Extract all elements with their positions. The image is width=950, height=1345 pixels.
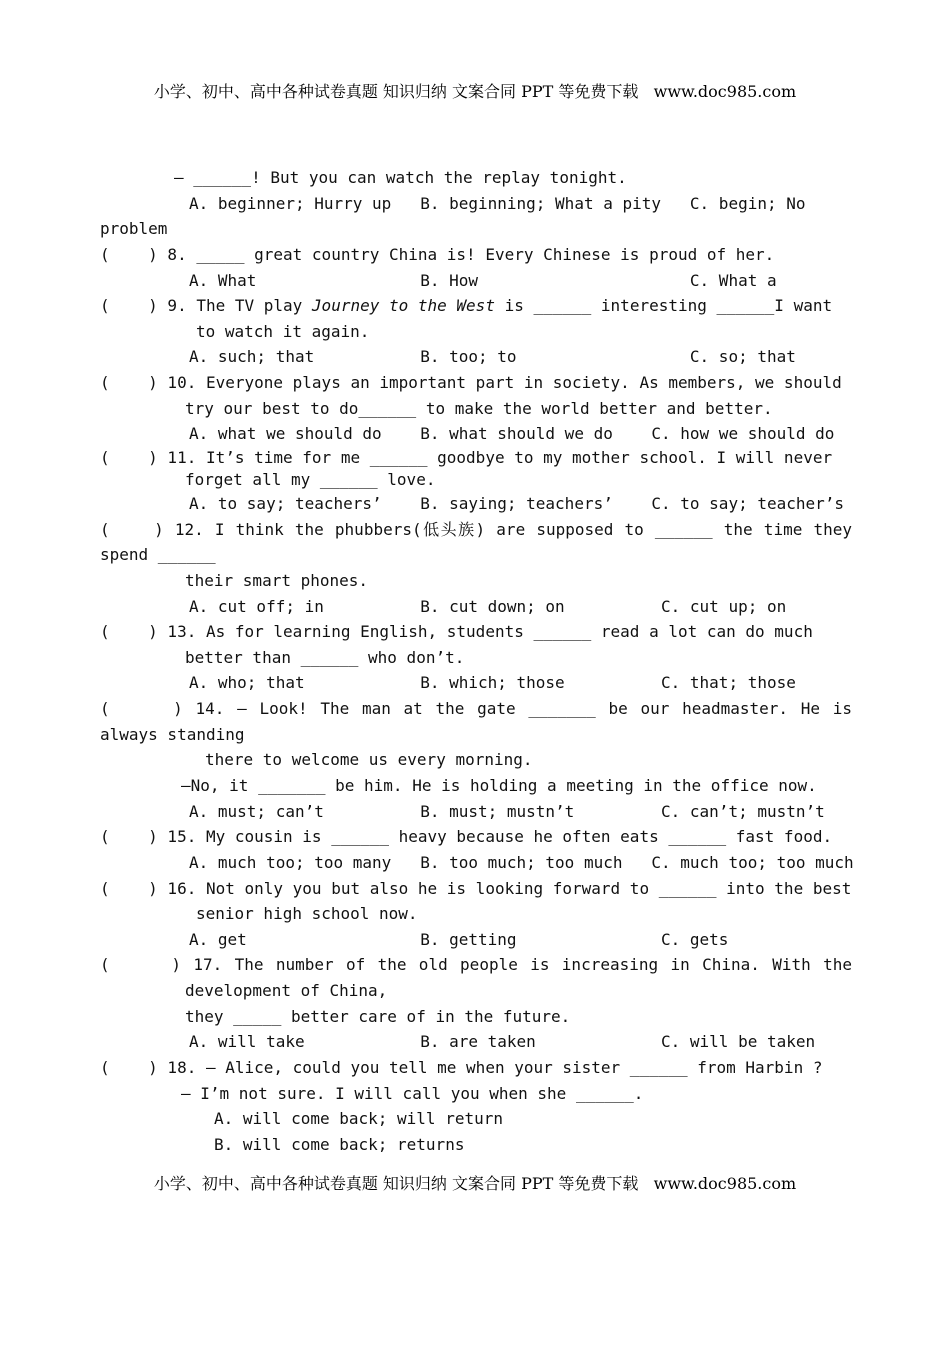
question-14-options: A. must; can’t B. must; mustn’t C. can’t; mustn’t (189, 802, 825, 821)
question-14-stem-cont: always standing (100, 725, 245, 744)
question-13-stem-cont: better than ______ who don’t. (185, 648, 465, 667)
question-10-stem: ( ) 10. Everyone plays an important part in society. As members, we should (100, 373, 842, 392)
question-17-stem: ( ) 17. The number of the old people is increasing in China. With the (100, 955, 852, 974)
question-14-stem-cont2: there to welcome us every morning. (205, 750, 533, 769)
question-12-stem-cont: spend ______ (100, 545, 216, 564)
question-16-options: A. get B. getting C. gets (189, 930, 729, 949)
question-7-options: A. beginner; Hurry up B. beginning; What a pity C. begin; No (189, 194, 806, 213)
question-18-option-b: B. will come back; returns (214, 1135, 465, 1154)
question-12-stem: ( ) 12. I think the phubbers(低头族) are supposed to ______ the time they (100, 520, 852, 539)
question-15-options: A. much too; too many B. too much; too much C. much too; too much (189, 853, 854, 872)
question-17-stem-cont: development of China, (185, 981, 388, 1000)
question-12-options: A. cut off; in B. cut down; on C. cut up; on (189, 597, 787, 616)
question-13-stem: ( ) 13. As for learning English, students ______ read a lot can do much (100, 622, 813, 641)
question-17-options: A. will take B. are taken C. will be taken (189, 1032, 816, 1051)
question-7-options-wrap: problem (100, 219, 168, 238)
question-8-options: A. What B. How C. What a (189, 271, 777, 290)
question-7-line: — ______! But you can watch the replay tonight. (174, 168, 627, 187)
question-13-options: A. who; that B. which; those C. that; those (189, 673, 796, 692)
question-18-stem: ( ) 18. — Alice, could you tell me when your sister ______ from Harbin ? (100, 1058, 823, 1077)
question-9-options: A. such; that B. too; to C. so; that (189, 347, 796, 366)
question-12-stem-cont2: their smart phones. (185, 571, 369, 590)
question-11-stem: ( ) 11. It’s time for me ______ goodbye to my mother school. I will never (100, 448, 833, 467)
question-18-option-a: A. will come back; will return (214, 1109, 503, 1128)
question-9-stem (100, 296, 832, 316)
question-10-options: A. what we should do B. what should we do C. how we should do (189, 424, 835, 443)
question-17-stem-cont2: they _____ better care of in the future. (185, 1007, 571, 1026)
question-14-stem: ( ) 14. — Look! The man at the gate _______ be our headmaster. He is (100, 699, 852, 718)
question-9-stem-start: ( ) 9. The TV play (100, 296, 312, 315)
question-9-stem-end: is ______ interesting ______I want (494, 296, 833, 315)
question-11-options: A. to say; teachers’ B. saying; teachers’ C. to say; teacher’s (189, 494, 845, 513)
question-9-stem-cont: to watch it again. (196, 322, 370, 341)
page-header: 小学、初中、高中各种试卷真题 知识归纳 文案合同 PPT 等免费下载 www.doc985.com (153, 82, 797, 101)
question-10-stem-cont: try our best to do______ to make the world better and better. (185, 399, 773, 418)
question-8-stem: ( ) 8. _____ great country China is! Every Chinese is proud of her. (100, 245, 775, 264)
question-15-stem: ( ) 15. My cousin is ______ heavy because he often eats ______ fast food. (100, 827, 833, 846)
question-18-reply: — I’m not sure. I will call you when she ______. (181, 1084, 644, 1103)
question-16-stem-cont: senior high school now. (196, 904, 418, 923)
page-footer: 小学、初中、高中各种试卷真题 知识归纳 文案合同 PPT 等免费下载 www.doc985.com (153, 1174, 797, 1193)
question-9-title-italic: Journey to the West (311, 296, 495, 315)
question-14-reply: —No, it _______ be him. He is holding a meeting in the office now. (181, 776, 817, 795)
question-11-stem-cont: forget all my ______ love. (185, 470, 436, 489)
question-16-stem: ( ) 16. Not only you but also he is looking forward to ______ into the best (100, 879, 852, 898)
